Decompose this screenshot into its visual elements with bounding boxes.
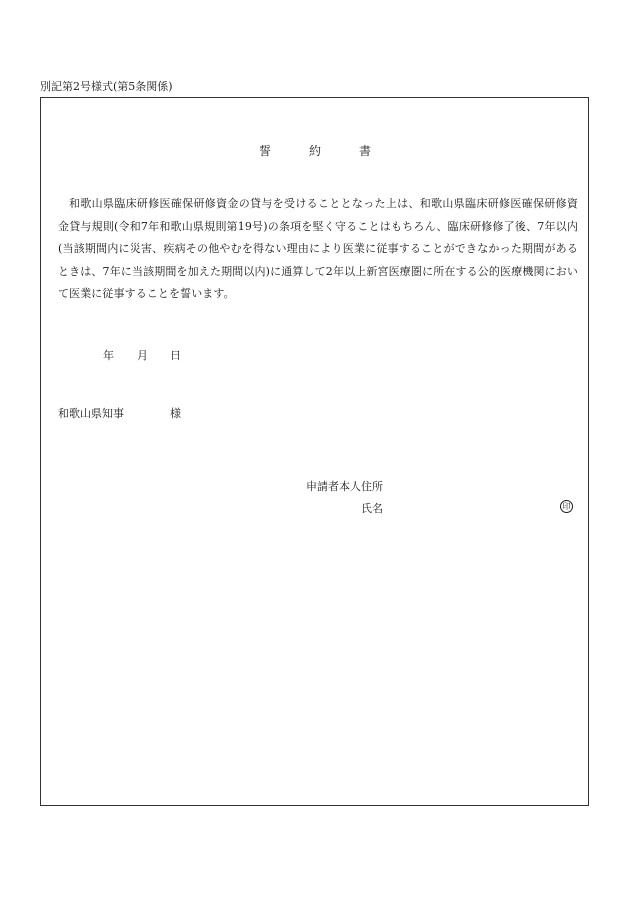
- date-day: 日: [170, 349, 181, 362]
- title-char-1: 誓: [258, 144, 271, 158]
- title-char-3: 書: [359, 144, 372, 158]
- document-title: [0, 143, 630, 159]
- applicant-name-label: 氏名: [361, 502, 383, 515]
- form-number-label: 別記第2号様式(第5条関係): [40, 80, 173, 93]
- seal-mark: 印: [560, 500, 573, 513]
- date-year: 年: [103, 349, 114, 362]
- applicant-address-label: 申請者本人住所: [306, 480, 383, 493]
- pledge-body-text: 和歌山県臨床研修医確保研修資金の貸与を受けることとなった上は、和歌山県臨床研修医確保研修資金貸与規則(令和7年和歌山県規則第19号)の条項を堅く守ることはもちろん、臨床研修修了後、7年以内(当該期間内に災害、疾病その他やむを得ない理由により医業に従事することができなかった期間があるときは、7年に当該期間を加えた期間以内)に通算して2年以上新宮医療圏に所在する公的医療機関において医業に従事することを誓います。: [58, 197, 578, 300]
- addressee-honorific: 様: [170, 407, 181, 420]
- date-month: 月: [137, 349, 148, 362]
- addressee-name: 和歌山県知事: [58, 407, 124, 420]
- title-char-2: 約: [308, 144, 321, 158]
